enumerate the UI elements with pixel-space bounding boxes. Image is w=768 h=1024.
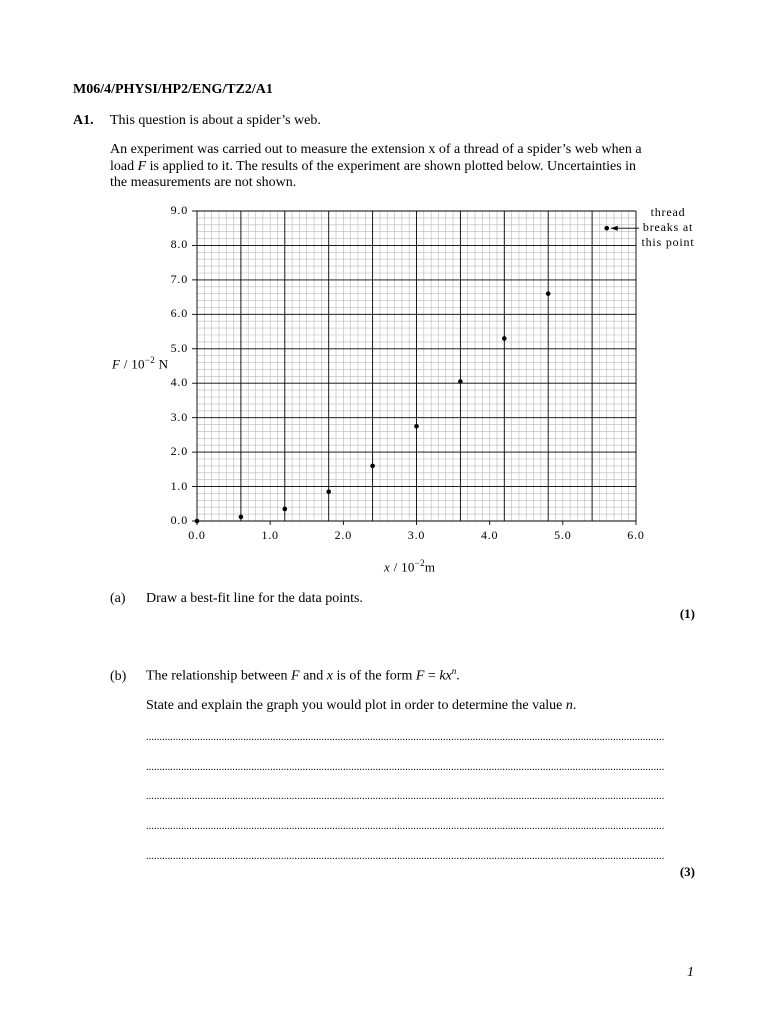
question-number: A1. [73,113,94,128]
annotation-line-3: this point [641,235,695,249]
annotation-line-2: breaks at [642,220,694,234]
part-b-label: (b) [110,669,127,684]
y-tick-label: 5.0 [170,340,188,355]
x-tick-label: 6.0 [627,528,645,542]
data-point [370,464,375,469]
data-point [604,226,609,231]
data-point [326,489,331,494]
y-tick-label: 0.0 [170,513,188,527]
data-point [458,379,463,384]
y-tick-label: 9.0 [170,203,188,217]
y-tick-label: 1.0 [170,478,188,493]
y-axis-label: F / $10^{-2}$ N [112,355,169,372]
question-intro: This question is about a spider’s web. [110,113,321,128]
data-point [239,515,244,520]
part-a-marks: (1) [679,606,695,621]
thread-breaks-annotation [640,205,696,250]
y-tick-label: 3.0 [170,409,188,424]
data-point [414,424,419,429]
y-tick-label: 7.0 [170,271,188,286]
part-a-label: (a) [110,591,126,606]
data-point [502,336,507,341]
paper-code: M06/4/PHYSI/HP2/ENG/TZ2/A1 [73,82,273,97]
data-point [283,507,288,512]
y-tick-label: 4.0 [170,375,188,390]
x-axis-label: x / $10^{-2}m$ [384,558,436,575]
answer-line-3[interactable]: ................................................................................................................................................................................................ [146,791,665,802]
part-a-text: Draw a best-fit line for the data points. [146,591,363,606]
x-tick-label: 0.0 [188,528,206,542]
answer-line-2[interactable]: ................................................................................................................................................................................................ [146,762,665,773]
annotation-line-1: thread [650,205,686,219]
x-tick-label: 5.0 [554,528,572,542]
part-b-text-1: The relationship between F and x is of the form $F = kx^n$. [146,666,460,684]
axis-tick-marks [192,211,636,525]
answer-line-4[interactable]: ................................................................................................................................................................................................ [146,821,665,832]
description-line-3: the measurements are not shown. [110,175,297,190]
data-point [195,519,200,524]
y-tick-label: 2.0 [170,444,188,459]
part-b-marks: (3) [679,864,695,879]
y-tick-label: 8.0 [170,237,188,252]
annotation-arrow [611,226,639,231]
x-tick-label: 2.0 [334,528,353,542]
x-tick-label: 3.0 [407,528,426,542]
description-line-2: load F is applied to it. The results of the experiment are shown plotted below. Uncertainties in [110,158,637,174]
page-number: 1 [687,965,694,980]
answer-line-5[interactable]: ................................................................................................................................................................................................ [146,851,665,862]
data-point [546,291,551,296]
x-tick-label: 1.0 [261,528,279,542]
part-b-text-2: State and explain the graph you would plot in order to determine the value n. [146,698,577,713]
answer-line-1[interactable]: ................................................................................................................................................................................................ [146,732,665,743]
description-line-1: An experiment was carried out to measure the extension x of a thread of a spider’s web when a [110,142,642,157]
x-tick-label: 4.0 [480,528,499,542]
y-tick-label: 6.0 [170,306,188,321]
